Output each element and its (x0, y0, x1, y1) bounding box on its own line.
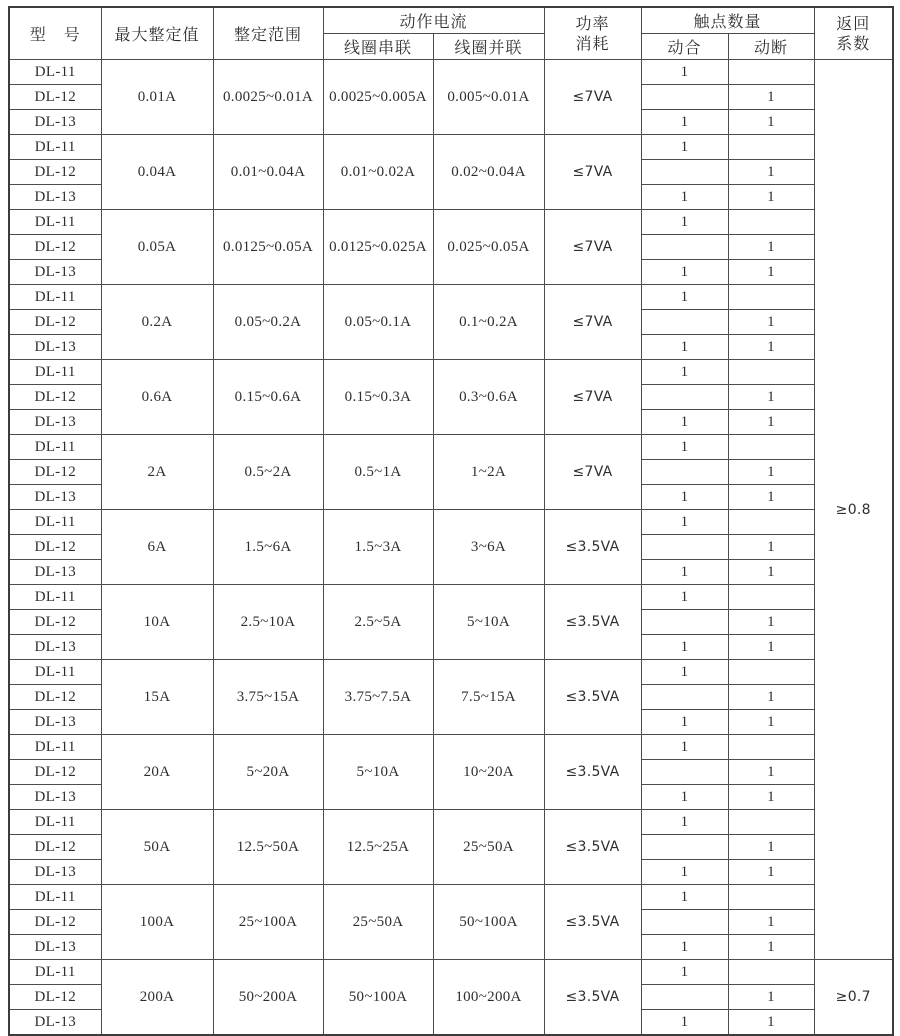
contact-nc-cell: 1 (728, 835, 814, 860)
max-setting-cell: 2A (101, 435, 213, 510)
contact-nc-cell: 1 (728, 385, 814, 410)
max-setting-cell: 15A (101, 660, 213, 735)
contact-nc-cell: 1 (728, 860, 814, 885)
coil-series-cell: 0.0025~0.005A (323, 60, 433, 135)
contact-nc-cell: 1 (728, 235, 814, 260)
model-cell: DL-12 (9, 460, 101, 485)
coil-series-cell: 3.75~7.5A (323, 660, 433, 735)
model-cell: DL-11 (9, 885, 101, 910)
table-row (9, 285, 893, 310)
contact-no-cell: 1 (641, 510, 728, 535)
power-cell: ≤7VA (544, 285, 641, 360)
model-cell: DL-13 (9, 485, 101, 510)
model-cell: DL-13 (9, 1010, 101, 1036)
contact-nc-cell: 1 (728, 335, 814, 360)
contact-no-cell: 1 (641, 560, 728, 585)
setting-range-cell: 0.05~0.2A (213, 285, 323, 360)
contact-nc-cell: 1 (728, 110, 814, 135)
max-setting-cell: 20A (101, 735, 213, 810)
table-row (9, 735, 893, 760)
max-setting-cell: 0.05A (101, 210, 213, 285)
contact-no-cell (641, 985, 728, 1010)
header-power-line2: 消耗 (575, 33, 610, 53)
model-cell: DL-11 (9, 435, 101, 460)
table-row (9, 510, 893, 535)
power-cell: ≤7VA (544, 60, 641, 135)
contact-no-cell: 1 (641, 860, 728, 885)
contact-no-cell: 1 (641, 185, 728, 210)
power-cell: ≤3.5VA (544, 660, 641, 735)
header-coil-parallel: 线圈并联 (433, 34, 544, 60)
power-cell: ≤3.5VA (544, 735, 641, 810)
header-setting-range: 整定范围 (213, 7, 323, 60)
contact-nc-cell: 1 (728, 710, 814, 735)
model-cell: DL-11 (9, 735, 101, 760)
setting-range-cell: 0.01~0.04A (213, 135, 323, 210)
model-cell: DL-13 (9, 110, 101, 135)
contact-no-cell: 1 (641, 735, 728, 760)
header-row-1 (9, 7, 893, 34)
header-return-line1: 返回 (836, 14, 871, 34)
contact-no-cell: 1 (641, 60, 728, 85)
contact-no-cell: 1 (641, 585, 728, 610)
coil-parallel-cell: 7.5~15A (433, 660, 544, 735)
power-cell: ≤3.5VA (544, 810, 641, 885)
setting-range-cell: 0.0025~0.01A (213, 60, 323, 135)
power-cell: ≤7VA (544, 435, 641, 510)
max-setting-cell: 0.01A (101, 60, 213, 135)
contact-no-cell: 1 (641, 885, 728, 910)
contact-nc-cell (728, 135, 814, 160)
relay-spec-table (8, 6, 894, 1036)
model-cell: DL-13 (9, 860, 101, 885)
contact-no-cell: 1 (641, 410, 728, 435)
model-cell: DL-12 (9, 235, 101, 260)
power-cell: ≤3.5VA (544, 510, 641, 585)
coil-parallel-cell: 0.1~0.2A (433, 285, 544, 360)
setting-range-cell: 0.0125~0.05A (213, 210, 323, 285)
contact-no-cell: 1 (641, 210, 728, 235)
contact-nc-cell: 1 (728, 935, 814, 960)
contact-no-cell (641, 85, 728, 110)
model-cell: DL-13 (9, 260, 101, 285)
contact-nc-cell: 1 (728, 610, 814, 635)
contact-no-cell: 1 (641, 660, 728, 685)
header-power-line1: 功率 (575, 14, 610, 34)
model-cell: DL-11 (9, 210, 101, 235)
model-cell: DL-11 (9, 585, 101, 610)
contact-no-cell: 1 (641, 635, 728, 660)
contact-no-cell: 1 (641, 435, 728, 460)
return-coefficient-cell: ≥0.8 (814, 60, 893, 960)
coil-parallel-cell: 0.005~0.01A (433, 60, 544, 135)
coil-series-cell: 1.5~3A (323, 510, 433, 585)
table-row (9, 210, 893, 235)
max-setting-cell: 100A (101, 885, 213, 960)
table-row (9, 885, 893, 910)
contact-nc-cell (728, 60, 814, 85)
contact-nc-cell (728, 660, 814, 685)
coil-parallel-cell: 25~50A (433, 810, 544, 885)
model-cell: DL-12 (9, 535, 101, 560)
max-setting-cell: 50A (101, 810, 213, 885)
model-cell: DL-12 (9, 760, 101, 785)
contact-nc-cell: 1 (728, 760, 814, 785)
contact-nc-cell: 1 (728, 685, 814, 710)
max-setting-cell: 0.04A (101, 135, 213, 210)
contact-no-cell (641, 460, 728, 485)
header-power-consumption (544, 7, 641, 60)
power-cell: ≤7VA (544, 135, 641, 210)
contact-no-cell: 1 (641, 1010, 728, 1036)
coil-parallel-cell: 0.025~0.05A (433, 210, 544, 285)
contact-no-cell: 1 (641, 935, 728, 960)
contact-no-cell (641, 835, 728, 860)
setting-range-cell: 0.5~2A (213, 435, 323, 510)
model-cell: DL-13 (9, 785, 101, 810)
contact-no-cell (641, 160, 728, 185)
power-cell: ≤7VA (544, 360, 641, 435)
model-cell: DL-13 (9, 185, 101, 210)
contact-no-cell: 1 (641, 485, 728, 510)
power-cell: ≤7VA (544, 210, 641, 285)
coil-series-cell: 0.01~0.02A (323, 135, 433, 210)
contact-no-cell: 1 (641, 135, 728, 160)
contact-nc-cell: 1 (728, 985, 814, 1010)
model-cell: DL-12 (9, 385, 101, 410)
contact-nc-cell (728, 885, 814, 910)
model-cell: DL-12 (9, 310, 101, 335)
setting-range-cell: 5~20A (213, 735, 323, 810)
coil-series-cell: 5~10A (323, 735, 433, 810)
power-cell: ≤3.5VA (544, 885, 641, 960)
model-cell: DL-11 (9, 285, 101, 310)
coil-series-cell: 0.15~0.3A (323, 360, 433, 435)
setting-range-cell: 12.5~50A (213, 810, 323, 885)
header-coil-series: 线圈串联 (323, 34, 433, 60)
model-cell: DL-13 (9, 710, 101, 735)
max-setting-cell: 0.2A (101, 285, 213, 360)
contact-nc-cell (728, 735, 814, 760)
table-row (9, 585, 893, 610)
return-coefficient-cell: ≥0.7 (814, 960, 893, 1036)
contact-no-cell: 1 (641, 710, 728, 735)
model-cell: DL-12 (9, 910, 101, 935)
contact-nc-cell: 1 (728, 635, 814, 660)
header-max-setting: 最大整定值 (101, 7, 213, 60)
coil-series-cell: 25~50A (323, 885, 433, 960)
table-header (9, 7, 893, 60)
coil-series-cell: 2.5~5A (323, 585, 433, 660)
contact-nc-cell (728, 810, 814, 835)
model-cell: DL-11 (9, 810, 101, 835)
contact-nc-cell: 1 (728, 460, 814, 485)
model-cell: DL-11 (9, 60, 101, 85)
max-setting-cell: 6A (101, 510, 213, 585)
header-contact-count: 触点数量 (641, 7, 814, 34)
contact-nc-cell (728, 585, 814, 610)
header-return-coefficient (814, 7, 893, 60)
contact-nc-cell: 1 (728, 1010, 814, 1036)
power-cell: ≤3.5VA (544, 585, 641, 660)
coil-parallel-cell: 0.3~0.6A (433, 360, 544, 435)
max-setting-cell: 10A (101, 585, 213, 660)
coil-series-cell: 12.5~25A (323, 810, 433, 885)
model-cell: DL-13 (9, 635, 101, 660)
table-row (9, 435, 893, 460)
contact-no-cell: 1 (641, 360, 728, 385)
header-return-line2: 系数 (836, 33, 871, 53)
header-contact-nc: 动断 (728, 34, 814, 60)
contact-nc-cell (728, 285, 814, 310)
coil-series-cell: 50~100A (323, 960, 433, 1036)
contact-no-cell: 1 (641, 810, 728, 835)
contact-no-cell: 1 (641, 785, 728, 810)
table-row (9, 60, 893, 85)
setting-range-cell: 1.5~6A (213, 510, 323, 585)
model-cell: DL-12 (9, 160, 101, 185)
coil-parallel-cell: 0.02~0.04A (433, 135, 544, 210)
contact-nc-cell (728, 435, 814, 460)
contact-nc-cell: 1 (728, 410, 814, 435)
max-setting-cell: 0.6A (101, 360, 213, 435)
model-cell: DL-13 (9, 410, 101, 435)
contact-no-cell (641, 385, 728, 410)
power-cell: ≤3.5VA (544, 960, 641, 1036)
contact-no-cell (641, 760, 728, 785)
contact-nc-cell (728, 210, 814, 235)
contact-nc-cell: 1 (728, 260, 814, 285)
model-cell: DL-12 (9, 85, 101, 110)
contact-nc-cell (728, 510, 814, 535)
coil-parallel-cell: 50~100A (433, 885, 544, 960)
setting-range-cell: 2.5~10A (213, 585, 323, 660)
contact-nc-cell: 1 (728, 785, 814, 810)
table-row (9, 660, 893, 685)
setting-range-cell: 50~200A (213, 960, 323, 1036)
coil-parallel-cell: 3~6A (433, 510, 544, 585)
contact-no-cell: 1 (641, 285, 728, 310)
table-body (9, 60, 893, 1036)
setting-range-cell: 25~100A (213, 885, 323, 960)
contact-nc-cell: 1 (728, 160, 814, 185)
table-row (9, 360, 893, 385)
coil-parallel-cell: 10~20A (433, 735, 544, 810)
header-contact-no: 动合 (641, 34, 728, 60)
table-row (9, 135, 893, 160)
contact-nc-cell: 1 (728, 310, 814, 335)
model-cell: DL-12 (9, 835, 101, 860)
contact-no-cell (641, 910, 728, 935)
contact-nc-cell: 1 (728, 560, 814, 585)
max-setting-cell: 200A (101, 960, 213, 1036)
contact-nc-cell: 1 (728, 185, 814, 210)
contact-no-cell: 1 (641, 960, 728, 985)
header-model: 型 号 (9, 7, 101, 60)
model-cell: DL-11 (9, 510, 101, 535)
setting-range-cell: 3.75~15A (213, 660, 323, 735)
coil-series-cell: 0.05~0.1A (323, 285, 433, 360)
model-cell: DL-12 (9, 610, 101, 635)
table-row (9, 810, 893, 835)
table-row (9, 960, 893, 985)
coil-series-cell: 0.5~1A (323, 435, 433, 510)
coil-parallel-cell: 1~2A (433, 435, 544, 510)
contact-no-cell (641, 310, 728, 335)
model-cell: DL-11 (9, 135, 101, 160)
model-cell: DL-13 (9, 335, 101, 360)
contact-nc-cell: 1 (728, 85, 814, 110)
coil-parallel-cell: 100~200A (433, 960, 544, 1036)
model-cell: DL-13 (9, 935, 101, 960)
contact-nc-cell: 1 (728, 485, 814, 510)
contact-nc-cell (728, 960, 814, 985)
setting-range-cell: 0.15~0.6A (213, 360, 323, 435)
contact-no-cell (641, 235, 728, 260)
contact-no-cell: 1 (641, 110, 728, 135)
contact-no-cell: 1 (641, 335, 728, 360)
coil-parallel-cell: 5~10A (433, 585, 544, 660)
model-cell: DL-11 (9, 360, 101, 385)
contact-nc-cell (728, 360, 814, 385)
model-cell: DL-12 (9, 985, 101, 1010)
contact-no-cell: 1 (641, 260, 728, 285)
contact-no-cell (641, 685, 728, 710)
contact-no-cell (641, 610, 728, 635)
model-cell: DL-13 (9, 560, 101, 585)
header-operating-current: 动作电流 (323, 7, 544, 34)
model-cell: DL-12 (9, 685, 101, 710)
model-cell: DL-11 (9, 660, 101, 685)
contact-nc-cell: 1 (728, 910, 814, 935)
coil-series-cell: 0.0125~0.025A (323, 210, 433, 285)
model-cell: DL-11 (9, 960, 101, 985)
contact-nc-cell: 1 (728, 535, 814, 560)
contact-no-cell (641, 535, 728, 560)
